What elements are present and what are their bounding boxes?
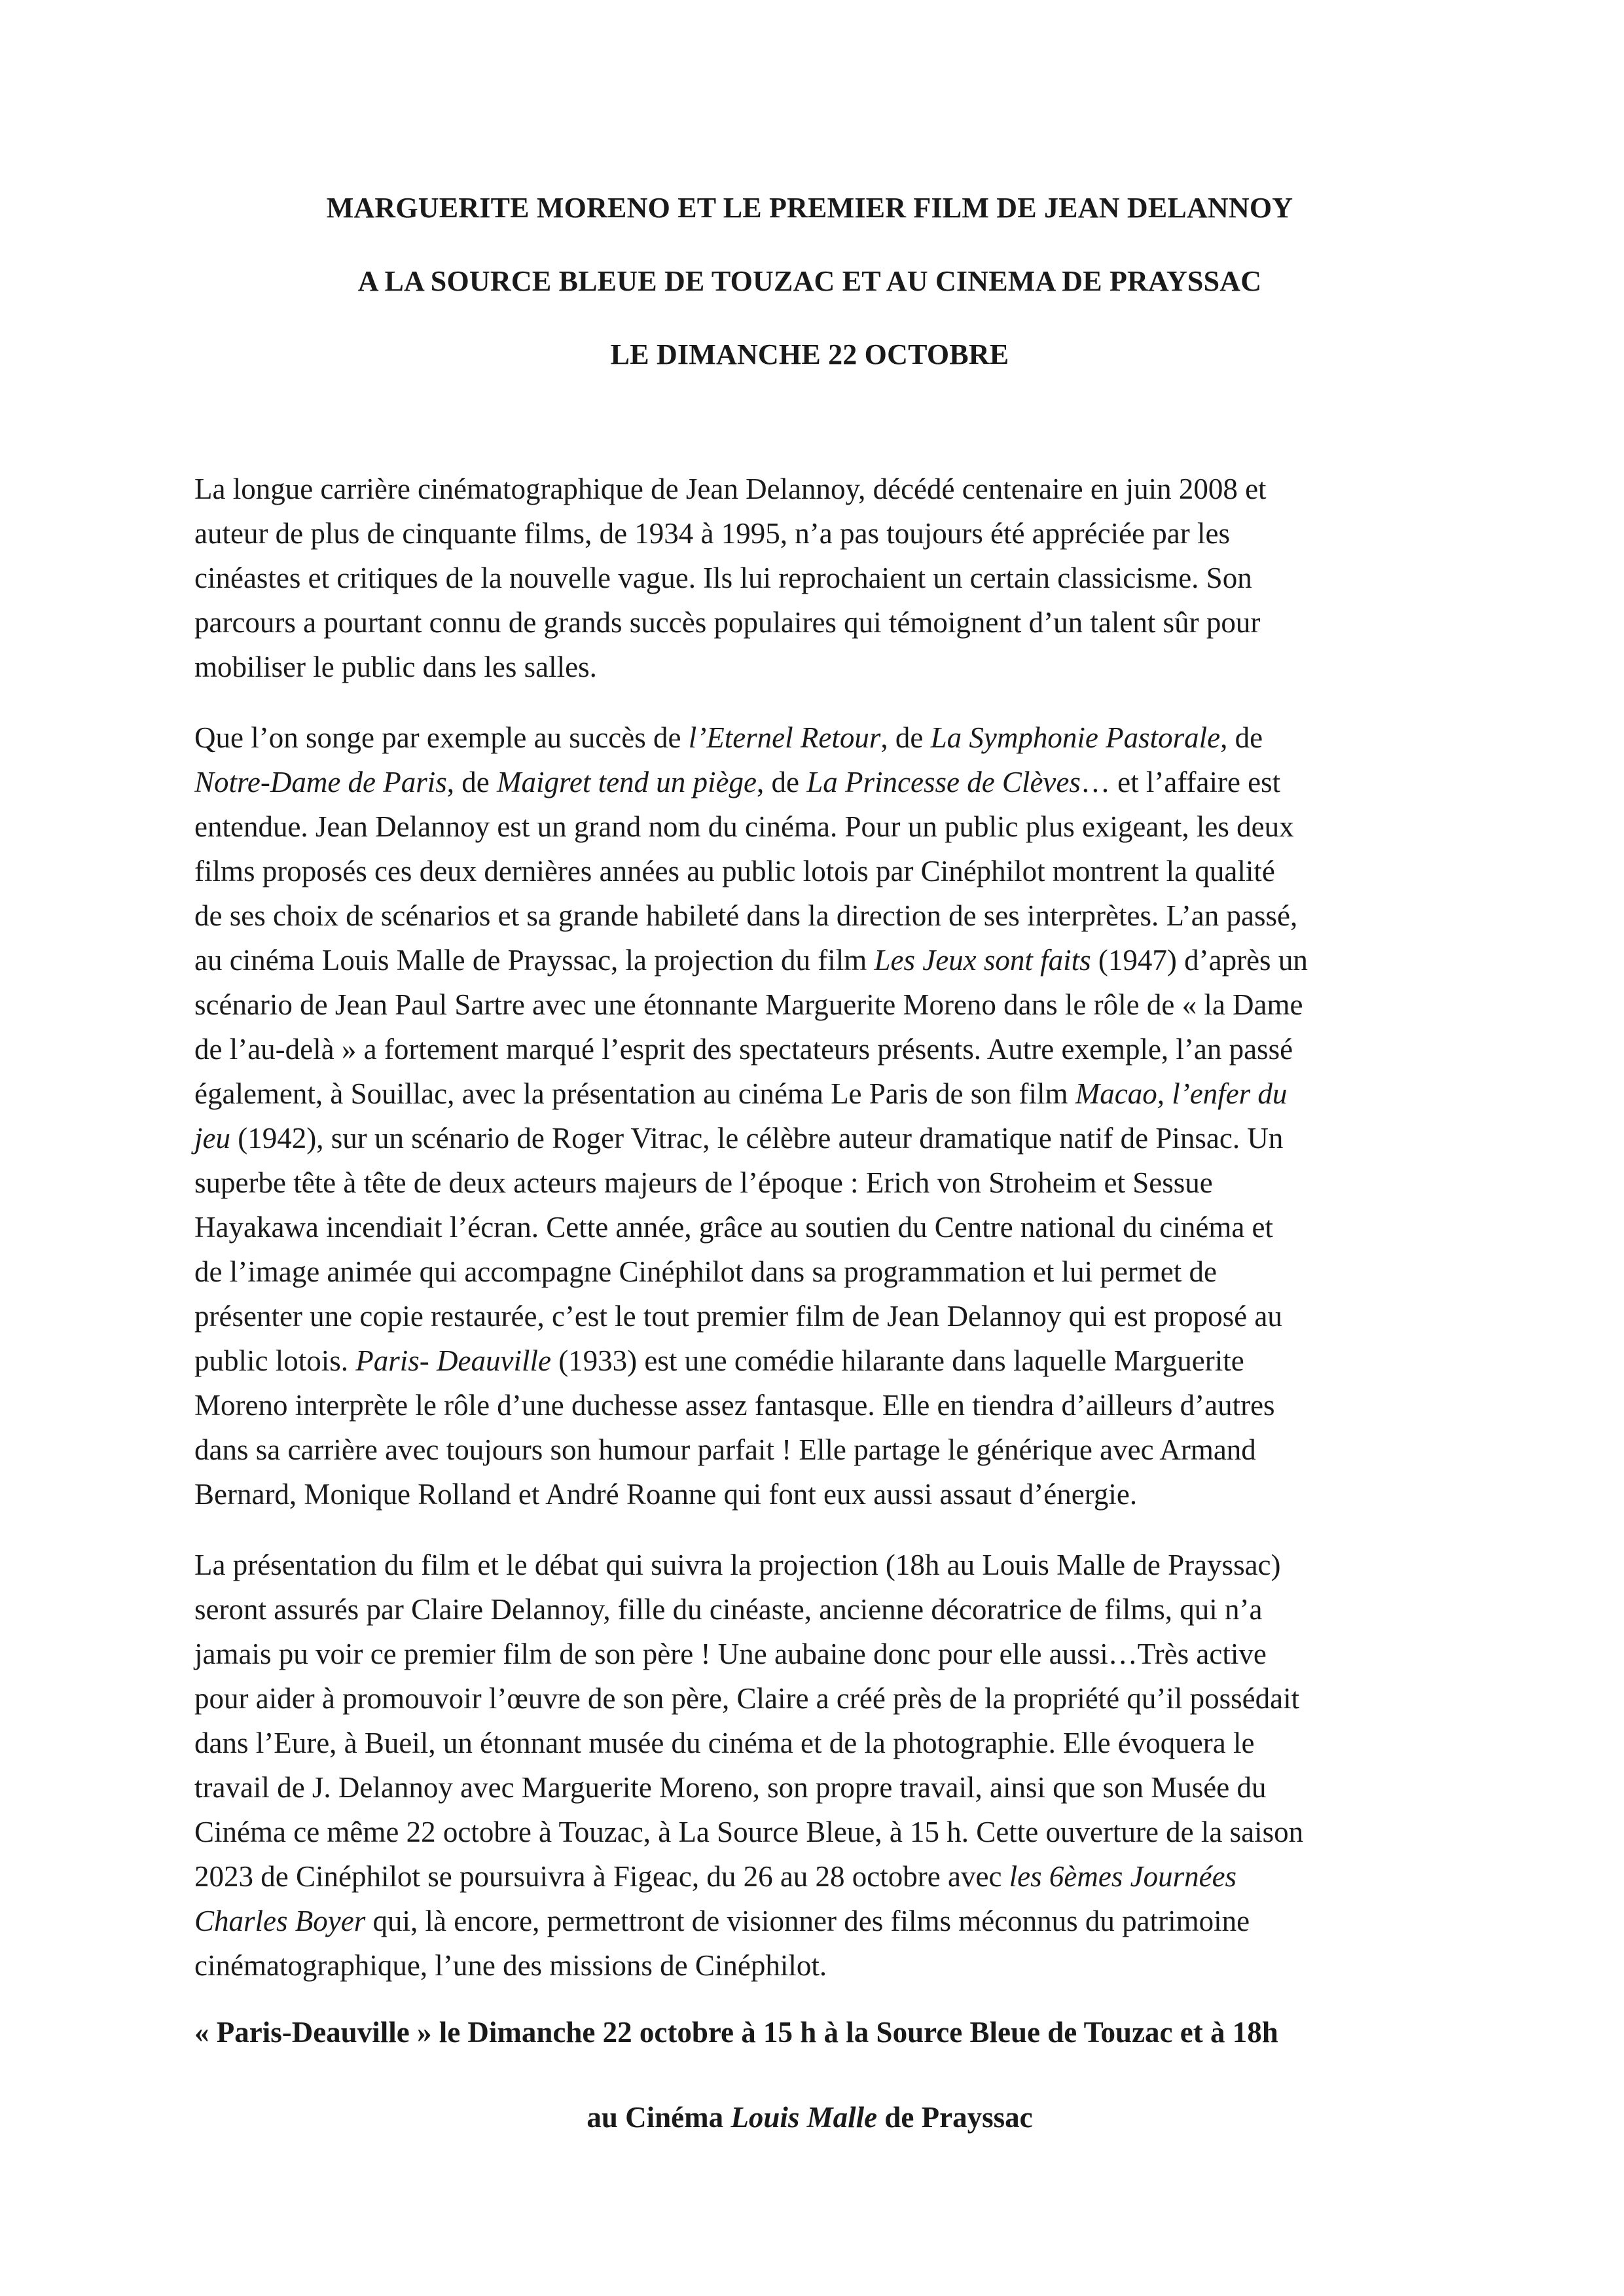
text-run: de Prayssac — [877, 2101, 1033, 2134]
text-line — [194, 760, 1425, 804]
event-title: les 6èmes Journées — [1009, 1860, 1237, 1893]
text-run: (1933) est une comédie hilarante dans laquelle Marguerite — [550, 1344, 1244, 1377]
film-title: Les Jeux sont faits — [874, 944, 1091, 977]
text-line: dans l’Eure, à Bueil, un étonnant musée du cinéma et de la photographie. Elle évoquera le — [194, 1727, 1255, 1759]
text-run: , de — [1220, 721, 1263, 754]
text-line — [194, 1899, 1425, 1943]
text-line: parcours a pourtant connu de grands succès populaires qui témoignent d’un talent sûr pour — [194, 606, 1261, 639]
text-line: superbe tête à tête de deux acteurs majeurs de l’époque : Erich von Stroheim et Sessue — [194, 1166, 1213, 1199]
text-line: dans sa carrière avec toujours son humour parfait ! Elle partage le générique avec Armand — [194, 1433, 1256, 1466]
film-title: La Princesse de Clèves — [806, 766, 1081, 798]
text-run: (1942), sur un scénario de Roger Vitrac, le célèbre auteur dramatique natif de Pinsac. Un — [230, 1122, 1284, 1155]
text-run: , de — [757, 766, 807, 798]
text-line — [194, 938, 1425, 982]
film-title: Maigret tend un piège — [497, 766, 757, 798]
text-line: pour aider à promouvoir l’œuvre de son père, Claire a créé près de la propriété qu’il possédait — [194, 1682, 1300, 1715]
text-run: public lotois. — [194, 1344, 356, 1377]
text-line: de l’au-delà » a fortement marqué l’esprit des spectateurs présents. Autre exemple, l’an passé — [194, 1033, 1293, 1066]
text-line: jamais pu voir ce premier film de son père ! Une aubaine donc pour elle aussi…Très active — [194, 1638, 1267, 1670]
text-line — [194, 715, 1425, 760]
text-line — [194, 1854, 1425, 1899]
text-line: cinématographique, l’une des missions de Cinéphilot. — [194, 1949, 827, 1982]
text-line: travail de J. Delannoy avec Marguerite Moreno, son propre travail, ainsi que son Musée du — [194, 1771, 1267, 1804]
text-run: également, à Souillac, avec la présentation au cinéma Le Paris de son film — [194, 1077, 1075, 1110]
text-run: (1947) d’après un — [1091, 944, 1308, 977]
document-heading — [194, 190, 1425, 373]
paragraph-3 — [194, 1543, 1425, 1988]
text-line: mobiliser le public dans les salles. — [194, 651, 597, 683]
text-line: La longue carrière cinématographique de Jean Delannoy, décédé centenaire en juin 2008 et — [194, 473, 1267, 505]
text-line: Moreno interprète le rôle d’une duchesse assez fantasque. Elle en tiendra d’ailleurs d’autres — [194, 1389, 1275, 1422]
text-line — [194, 1338, 1425, 1383]
text-line: Cinéma ce même 22 octobre à Touzac, à La Source Bleue, à 15 h. Cette ouverture de la saison — [194, 1816, 1304, 1848]
event-summary-line-1: « Paris-Deauville » le Dimanche 22 octobre à 15 h à la Source Bleue de Touzac et à 18h — [194, 2016, 1278, 2049]
text-line — [194, 1071, 1425, 1116]
text-line: entendue. Jean Delannoy est un grand nom du cinéma. Pour un public plus exigeant, les deux — [194, 810, 1294, 843]
text-line: auteur de plus de cinquante films, de 1934 à 1995, n’a pas toujours été appréciée par les — [194, 517, 1230, 550]
text-run: au Cinéma — [586, 2101, 731, 2134]
text-line: scénario de Jean Paul Sartre avec une étonnante Marguerite Moreno dans le rôle de « la Dame — [194, 988, 1303, 1021]
event-title: Charles Boyer — [194, 1905, 366, 1937]
text-line: de ses choix de scénarios et sa grande habileté dans la direction de ses interprètes. L’an passé, — [194, 899, 1298, 932]
text-run: qui, là encore, permettront de visionner des films méconnus du patrimoine — [365, 1905, 1250, 1937]
text-run: 2023 de Cinéphilot se poursuivra à Figeac, du 26 au 28 octobre avec — [194, 1860, 1009, 1893]
text-line: Hayakawa incendiait l’écran. Cette année, grâce au soutien du Centre national du cinéma et — [194, 1211, 1274, 1244]
text-line: présenter une copie restaurée, c’est le tout premier film de Jean Delannoy qui est proposé au — [194, 1300, 1282, 1333]
text-run: au cinéma Louis Malle de Prayssac, la projection du film — [194, 944, 875, 977]
text-run: , de — [446, 766, 497, 798]
text-line — [194, 1116, 1425, 1160]
text-line: de l’image animée qui accompagne Cinéphilot dans sa programmation et lui permet de — [194, 1255, 1217, 1288]
text-line: Bernard, Monique Rolland et André Roanne qui font eux aussi assaut d’énergie. — [194, 1478, 1138, 1511]
film-title: Macao, l’enfer du — [1075, 1077, 1288, 1110]
text-line: cinéastes et critiques de la nouvelle vague. Ils lui reprochaient un certain classicisme. Son — [194, 562, 1252, 594]
film-title: La Symphonie Pastorale — [930, 721, 1221, 754]
text-line: La présentation du film et le débat qui suivra la projection (18h au Louis Malle de Prayssac) — [194, 1549, 1281, 1581]
event-summary-line-2 — [194, 2099, 1425, 2136]
heading-line-1: MARGUERITE MORENO ET LE PREMIER FILM DE JEAN DELANNOY — [326, 192, 1293, 224]
text-run: … et l’affaire est — [1080, 766, 1281, 798]
paragraph-1 — [194, 467, 1425, 689]
film-title: jeu — [194, 1122, 230, 1155]
film-title: Paris- Deauville — [355, 1344, 551, 1377]
venue-name: Louis Malle — [731, 2101, 878, 2134]
paragraph-2 — [194, 715, 1425, 1516]
text-line: films proposés ces deux dernières années au public lotois par Cinéphilot montrent la qualité — [194, 855, 1275, 888]
text-line: seront assurés par Claire Delannoy, fille du cinéaste, ancienne décoratrice de films, qui n’a — [194, 1593, 1263, 1626]
heading-line-3: LE DIMANCHE 22 OCTOBRE — [610, 338, 1009, 370]
document-page — [194, 190, 1425, 2136]
text-run: , de — [880, 721, 931, 754]
film-title: l’Eternel Retour — [688, 721, 881, 754]
film-title: Notre-Dame de Paris — [194, 766, 447, 798]
text-run: Que l’on songe par exemple au succès de — [194, 721, 689, 754]
heading-line-2: A LA SOURCE BLEUE DE TOUZAC ET AU CINEMA DE PRAYSSAC — [357, 265, 1262, 297]
